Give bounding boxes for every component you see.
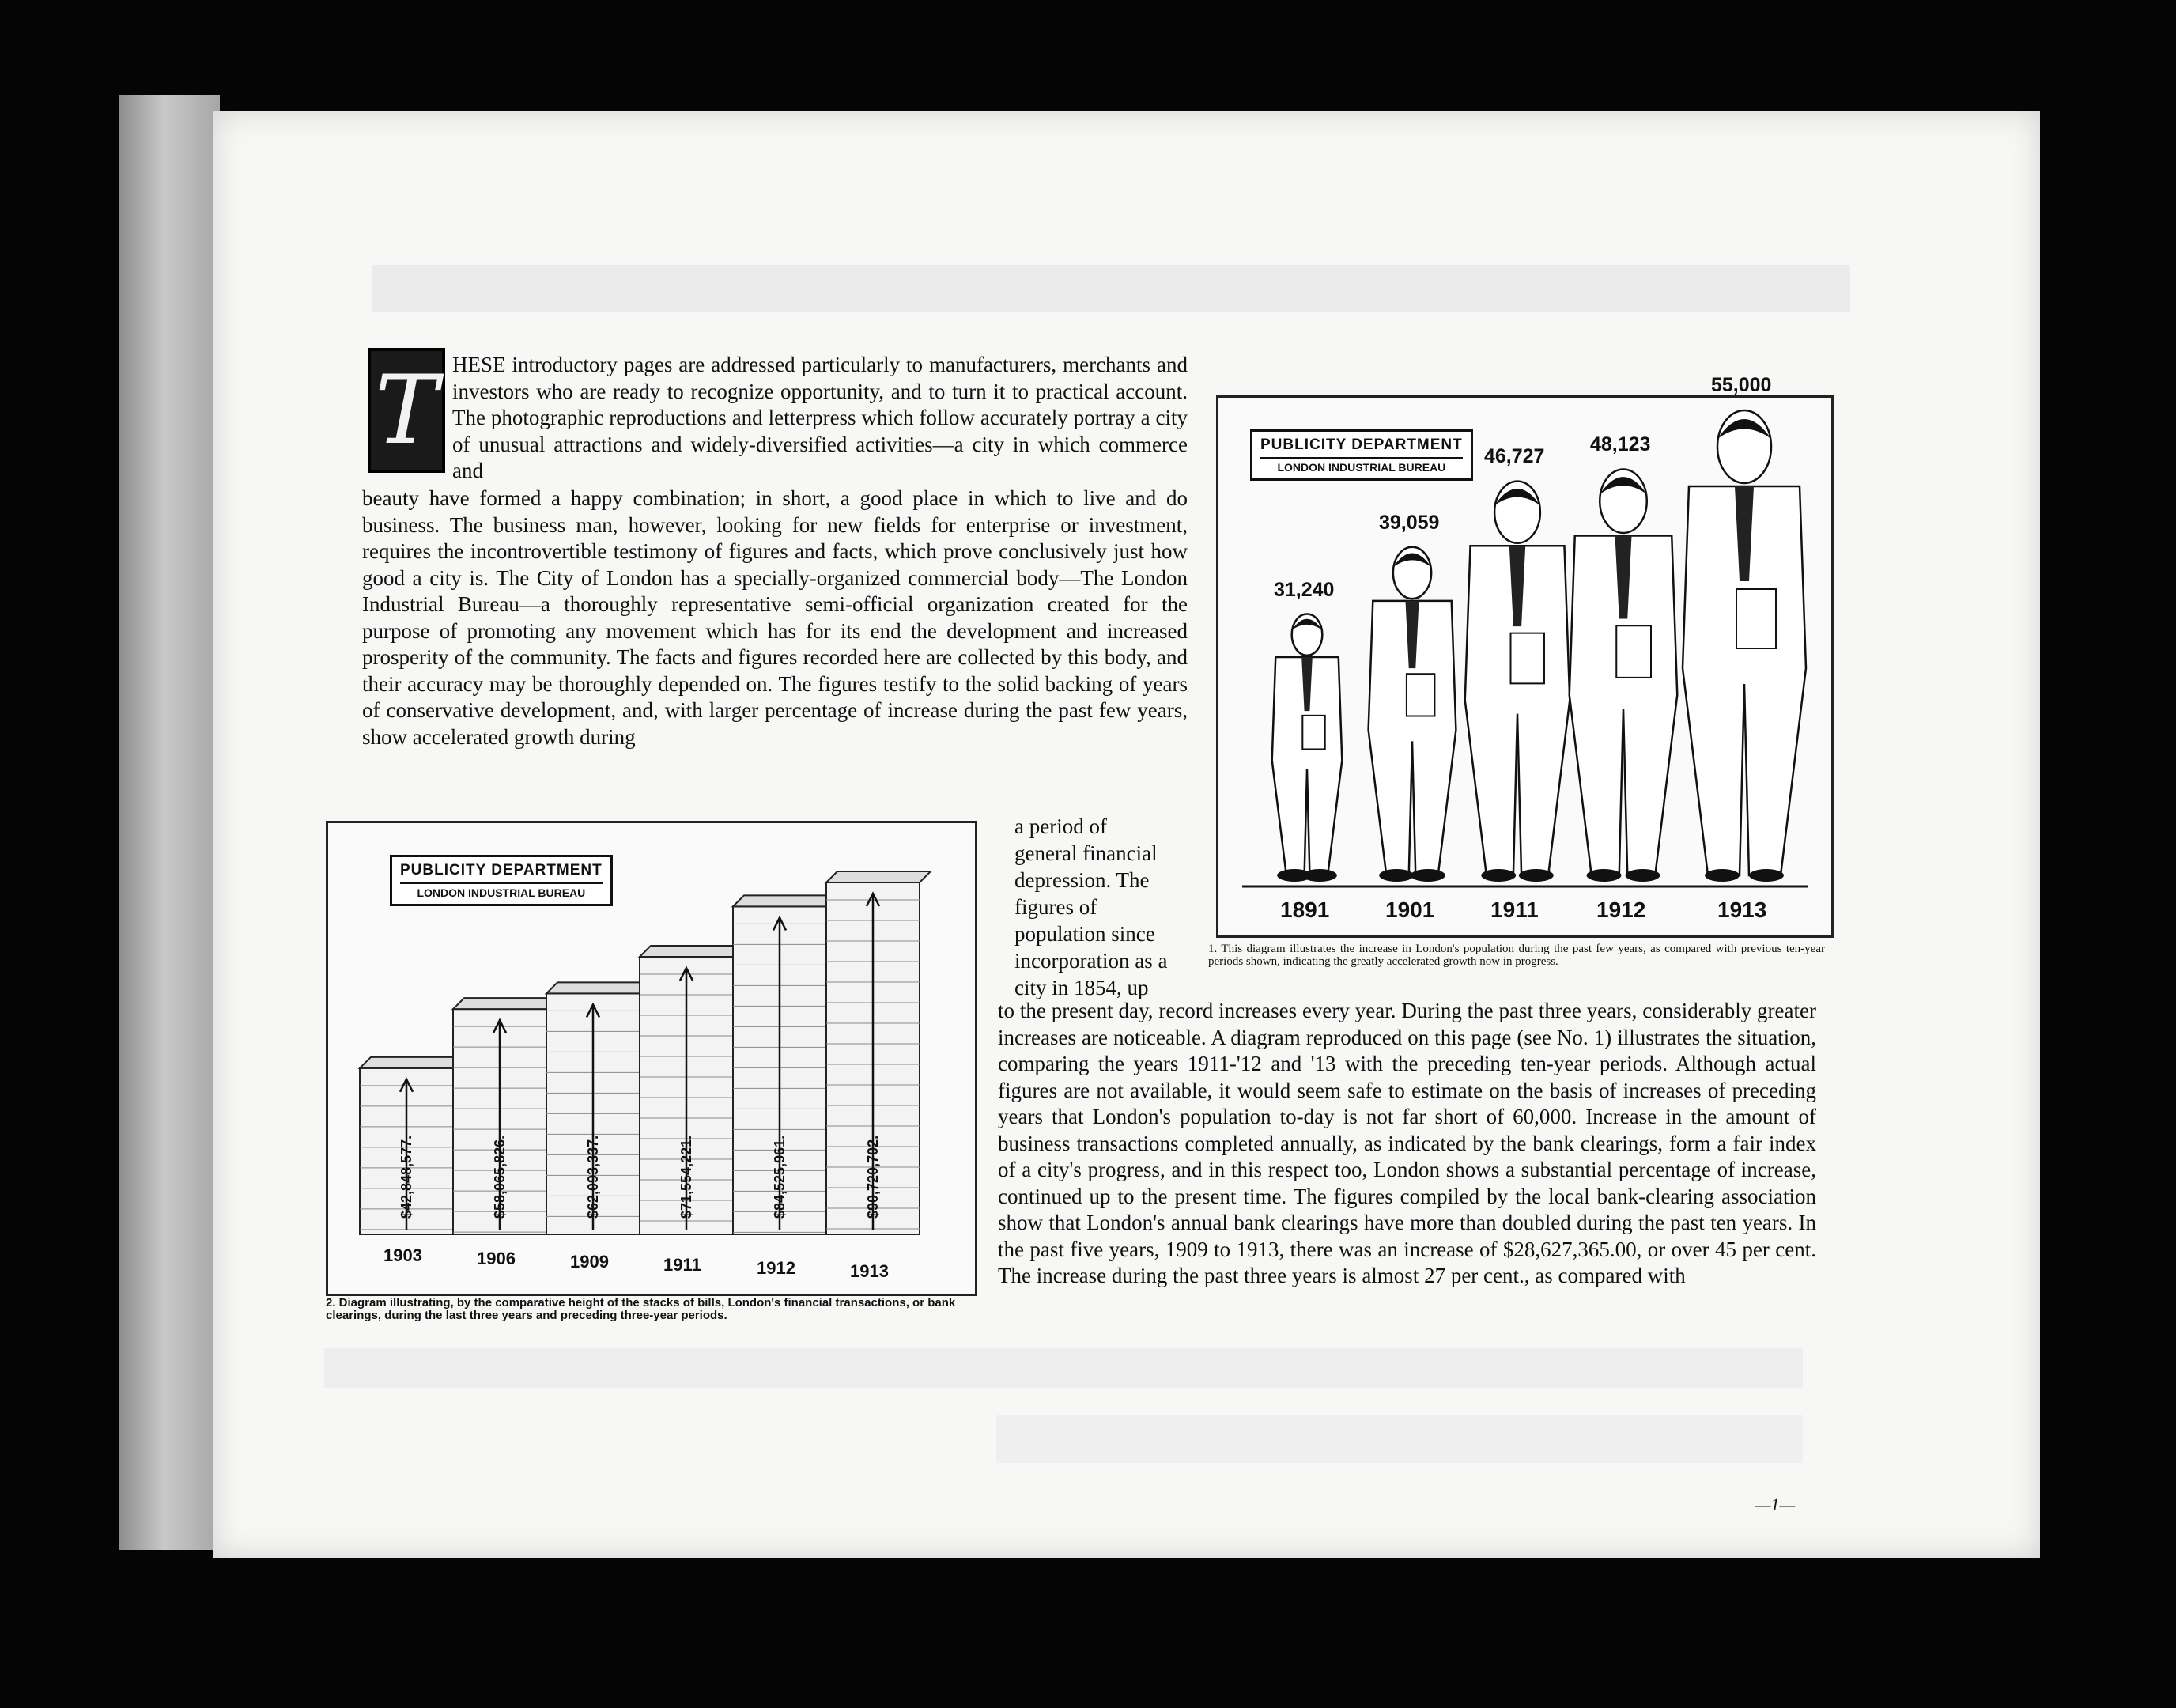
publicity-badge: PUBLICITY DEPARTMENT LONDON INDUSTRIAL BUREAU bbox=[390, 855, 613, 906]
lower-body-paragraph: to the present day, record increases every year. During the past three years, considerably greater increases are noticeable. A diagram reproduced on this page (see No. 1) illustrates the situation, comparing the years 1911-'12 and '13 with the preceding ten-year periods. Although actual figures are not available, it would seem safe to estimate on the basis of increases of preceding years that London's population to-day is not far short of 60,000. Increase in the amount of business transactions completed annually, as indicated by the bank clearings, form a fair index of a city's progress, and in this respect too, London shows a substantial percentage of increase, continued up to the present time. The figures compiled by the local bank-clearing association show that London's annual bank clearings have more than doubled during the past ten years. In the past five years, 1909 to 1913, there was an increase of $28,627,365.00, or over 45 per cent. The increase during the past three years is almost 27 per cent., as compared with bbox=[998, 999, 1816, 1287]
bank-value-label: $58,065,826. bbox=[492, 1135, 508, 1219]
population-figure-1901 bbox=[1369, 547, 1456, 882]
page-number: —1— bbox=[1755, 1494, 1796, 1514]
bank-year-label: 1909 bbox=[570, 1252, 609, 1272]
bank-year-label: 1912 bbox=[757, 1258, 795, 1278]
publicity-badge: PUBLICITY DEPARTMENT LONDON INDUSTRIAL BUREAU bbox=[1250, 429, 1473, 481]
population-value-label: 55,000 bbox=[1711, 374, 1772, 396]
bank-year-label: 1903 bbox=[383, 1245, 422, 1265]
population-figure-1912 bbox=[1570, 470, 1677, 882]
drop-cap: T bbox=[368, 348, 445, 473]
bank-value-label: $90,720,702. bbox=[865, 1135, 881, 1219]
bank-year-label: 1906 bbox=[477, 1249, 516, 1268]
population-value-label: 39,059 bbox=[1379, 511, 1440, 534]
bank-value-label: $71,554,221. bbox=[678, 1135, 694, 1219]
wrap-column-text: a period of general financial depression. The figures of population since incorporation as a city in 1854, up bbox=[1014, 814, 1168, 999]
bleed-through-band-lower bbox=[324, 1348, 1803, 1388]
population-figure-1913 bbox=[1683, 410, 1806, 882]
intro-body-paragraph: beauty have formed a happy combination; in short, a good place in which to live and do business. The business man, however, looking for new fields for enterprise or investment, requires the incontrovertible testimony of figures and facts, which prove conclusively just how good a city is. The City of London has a specially-organized commercial body—The London Industrial Bureau—a thoroughly representative semi-official organization created for the purpose of promoting any movement which has for its end the development and increased prosperity of the community. The facts and figures recorded here are collected by this body, and their accuracy may be thoroughly depended on. The figures testify to the solid backing of years of conservative development, and, with larger percentage of increase during the past few years, show accelerated growth during bbox=[362, 486, 1188, 749]
bank-year-label: 1911 bbox=[663, 1255, 701, 1275]
population-value-label: 48,123 bbox=[1590, 433, 1651, 456]
population-year-label: 1911 bbox=[1490, 897, 1539, 922]
bank-value-label: $42,848,577. bbox=[399, 1135, 414, 1219]
population-chart-caption: 1. This diagram illustrates the increase in London's population during the past few years, as compared with previous ten-year periods shown, indicating the greatly accelerated growth now in progress. bbox=[1208, 943, 1825, 968]
bank-chart-caption: 2. Diagram illustrating, by the comparative height of the stacks of bills, London's financial transactions, or bank clearings, during the last three years and preceding three-year periods. bbox=[326, 1296, 956, 1322]
population-year-label: 1913 bbox=[1717, 897, 1767, 922]
bank-value-label: $62,093,337. bbox=[585, 1135, 601, 1219]
population-figure-1911 bbox=[1465, 482, 1570, 882]
population-year-label: 1901 bbox=[1385, 897, 1435, 922]
population-year-label: 1891 bbox=[1280, 897, 1330, 922]
bleed-through-band bbox=[372, 265, 1850, 312]
bank-clearings-chart bbox=[326, 821, 977, 1296]
bank-value-label: $84,525,961. bbox=[772, 1135, 788, 1219]
population-chart bbox=[1216, 374, 1834, 938]
bleed-through-band-bottom bbox=[996, 1415, 1803, 1463]
population-year-label: 1912 bbox=[1596, 897, 1646, 922]
book-spine bbox=[119, 95, 220, 1550]
population-value-label: 46,727 bbox=[1484, 445, 1545, 468]
bank-year-label: 1913 bbox=[850, 1261, 889, 1281]
population-value-label: 31,240 bbox=[1274, 579, 1335, 602]
intro-lead-paragraph: HESE introductory pages are addressed particularly to manufacturers, merchants and investors who are ready to recognize opportunity, and to turn it to practical account. The photographic reproductions and letterpress which follow accurately portray a city of unusual attractions and widely-diversified activities—a city in which commerce and bbox=[452, 353, 1188, 482]
population-figure-1891 bbox=[1272, 614, 1343, 882]
